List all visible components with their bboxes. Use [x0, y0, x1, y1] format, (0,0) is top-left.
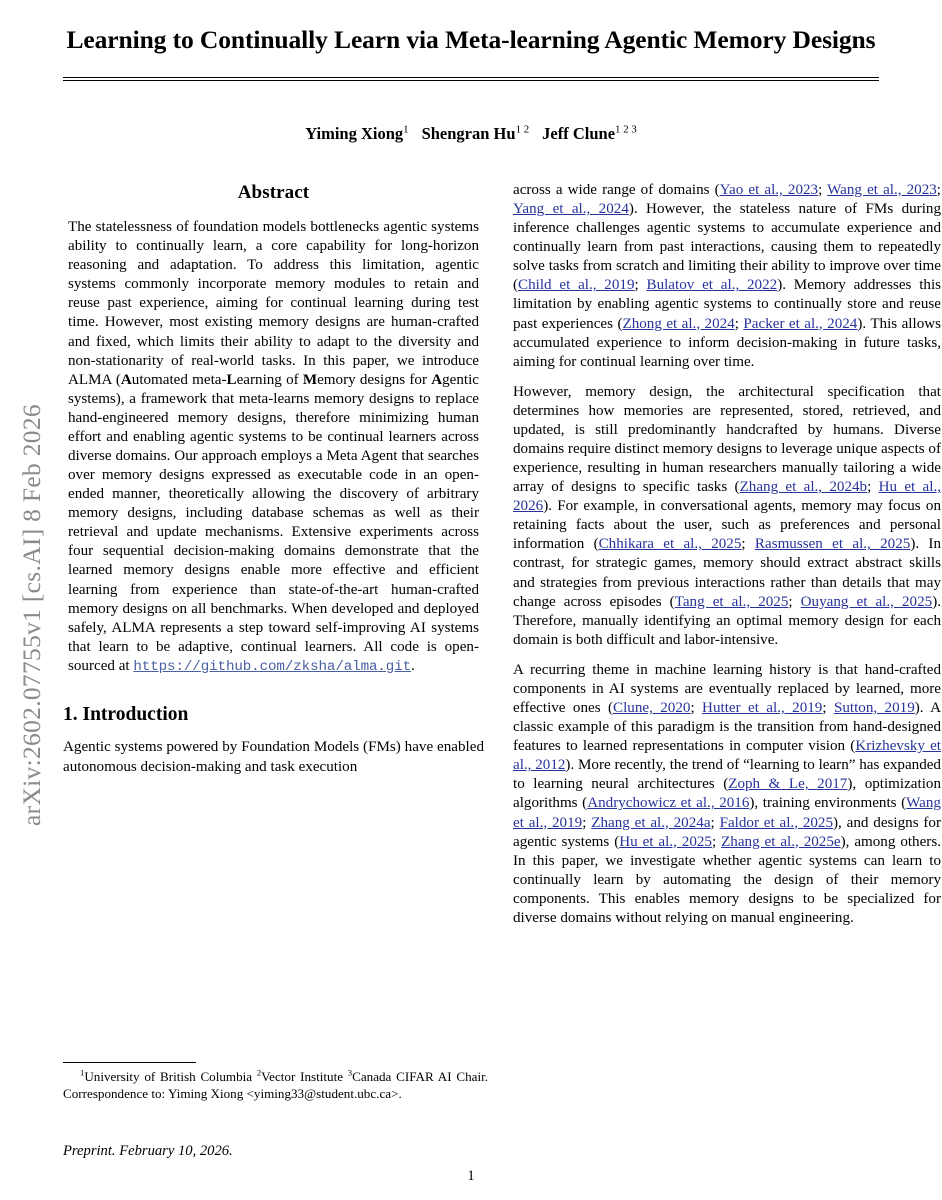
page-title: Learning to Continually Learn via Meta-learning Agentic Memory Designs: [66, 25, 876, 54]
intro-p3-text-f: ), and designs for agentic systems (: [513, 814, 942, 850]
author-affiliation-marker: 1 2 3: [615, 123, 637, 136]
footnote-block: [63, 1062, 488, 1102]
code-repository-link[interactable]: https://github.com/zksha/alma.git: [133, 658, 412, 675]
citation-link[interactable]: Zhang et al., 2025e: [721, 833, 841, 850]
author-affiliation-marker: 1: [403, 123, 409, 136]
affiliation-2: Vector Institute: [261, 1069, 348, 1084]
intro-p3-text-b: ). A classic example of this paradigm is the transition from hand-designed features to learned representations in computer vision (: [513, 700, 942, 755]
citation-link[interactable]: Packer et al., 2024: [743, 315, 858, 332]
citation-link[interactable]: Tang et al., 2025: [674, 593, 789, 610]
left-column: [63, 181, 484, 777]
intro-paragraph-2: However, memory design, the architectural specification that determines how memories are represented, stored, retrieved, and updated, is still predominantly handcrafted by humans. Diverse domains require distinct memory designs to leverage unique aspects of experience, resulting in human researchers manually tailoring a wide array of designs to specific tasks (Zhang et al., 2024b; Hu et al., 2026). For example, in conversational agents, memory may focus on retaining facts about the user, such as preferences and personal information (Chhikara et al., 2025; Rasmussen et al., 2025). In contrast, for strategic games, memory should extract abstract skills and strategies from previous interactions rather than details that may change across episodes (Tang et al., 2025; Ouyang et al., 2025). Therefore, manually identifying an optimal memory design for each domain is both difficult and labor-intensive.: [513, 383, 942, 648]
author-name: Shengran Hu: [421, 124, 516, 143]
citation-link[interactable]: Zhang et al., 2024a: [591, 814, 711, 831]
author-name: Jeff Clune: [542, 124, 616, 143]
author-list: [63, 124, 879, 144]
intro-p2-text-d: ). Therefore, manually identifying an optimal memory design for each domain is both difficult and labor-intensive.: [513, 593, 941, 648]
title-block: [63, 24, 879, 81]
citation-link[interactable]: Ouyang et al., 2025: [800, 593, 933, 610]
intro-p2-text-c: ). In contrast, for strategic games, memory should extract abstract skills and strategies from previous interactions rather than details that may change across episodes (: [513, 536, 942, 610]
intro-paragraph-3: A recurring theme in machine learning history is that hand-crafted components in AI systems are eventually replaced by learned, more effective ones (Clune, 2020; Hutter et al., 2019; Sutton, 2019). A classic example of this paradigm is the transition from hand-designed features to learned representations in computer vision (Krizhevsky et al., 2012). More recently, the trend of “learning to learn” has expanded to learning neural architectures (Zoph & Le, 2017), optimization algorithms (Andrychowicz et al., 2016), training environments (Wang et al., 2019; Zhang et al., 2024a; Faldor et al., 2025), and designs for agentic systems (Hu et al., 2025; Zhang et al., 2025e), among others. In this paper, we investigate whether agentic systems can learn to continually learn by automating the design of their memory components. This enables memory designs to be specialized for diverse domains without relying on manual engineering.: [513, 661, 942, 926]
affiliation-marker-3: 3: [347, 1067, 353, 1078]
citation-link[interactable]: Child et al., 2019: [518, 277, 635, 294]
citation-link[interactable]: Yang et al., 2024: [513, 201, 629, 218]
intro-p1-text-b: ). However, the stateless nature of FMs during inference challenges agentic systems to accumulate experience and continually learn from past interactions, causing them to repeatedly solve tasks from scratch and limiting their ability to improve over time (: [513, 201, 941, 294]
citation-link[interactable]: Hutter et al., 2019: [702, 700, 823, 717]
acronym-text-1: utomated meta-: [131, 371, 227, 388]
citation-link[interactable]: Bulatov et al., 2022: [646, 277, 778, 294]
acronym-letter-a2: A: [431, 371, 443, 388]
author-entry: [422, 124, 530, 143]
affiliation-marker-1: 1: [80, 1067, 85, 1078]
intro-p2-text-a: However, memory design, the architectural specification that determines how memories are represented, stored, retrieved, and updated, is still predominantly handcrafted by humans. Diverse domains require distinct memory designs to leverage unique aspects of experience, resulting in human researchers manually tailoring a wide array of designs to specific tasks (: [513, 383, 941, 496]
title-divider: [63, 77, 879, 81]
citation-link[interactable]: Rasmussen et al., 2025: [754, 536, 911, 553]
acronym-text-3: emory designs for: [317, 371, 432, 388]
acronym-letter-m: M: [302, 371, 318, 388]
intro-p1-text-a: across a wide range of domains (: [513, 182, 720, 198]
abstract-text-2: systems), a framework that meta-learns memory designs to replace hand-engineered memory designs, therefore minimizing human effort and enabling agentic systems to be continual learners across diverse domains. Our approach employs a Meta Agent that searches over memory designs expressed as executable code in an open-ended manner, theoretically allowing the discovery of arbitrary memory designs, including database schemas as well as their retrieval and update mechanisms. Extensive experiments across four sequential decision-making domains demonstrate that the learned memory designs enable more effective and efficient learning from experience than state-of-the-art human-crafted memory designs on all benchmarks. When developed and deployed safely, ALMA represents a step toward self-improving AI systems that learn to be adaptive, continual learners. All code is open-sourced at: [68, 390, 479, 674]
affiliation-marker-2: 2: [256, 1067, 262, 1078]
abstract-heading: Abstract: [237, 182, 310, 203]
author-affiliation-marker: 1 2: [515, 123, 530, 136]
intro-p3-text-d: ), optimization algorithms (: [513, 776, 941, 812]
intro-p3-text-a: A recurring theme in machine learning history is that hand-crafted components in AI systems are eventually replaced by learned, more effective ones (: [513, 661, 941, 717]
citation-link[interactable]: Wang et al., 2023: [827, 182, 937, 198]
author-name: Yiming Xiong: [305, 124, 404, 143]
footnote-text: [63, 1069, 488, 1102]
citation-link[interactable]: Hu et al., 2025: [619, 833, 712, 850]
intro-paragraph-1: across a wide range of domains (Yao et al., 2023; Wang et al., 2023; Yang et al., 2024). However, the stateless nature of FMs during inference challenges agentic systems to accumulate experience and continually learn from past interactions, causing them to repeatedly solve tasks from scratch and limiting their ability to improve over time (Child et al., 2019; Bulatov et al., 2022). Memory addresses this limitation by enabling agentic systems to continually store and reuse past experiences (Zhong et al., 2024; Packer et al., 2024). This allows accumulated experience to inform decision-making in future tasks, aiming for continual learning over time.: [513, 182, 942, 370]
acronym-text-4: gentic: [442, 371, 479, 388]
citation-link[interactable]: Hu et al., 2026: [513, 479, 941, 515]
citation-link[interactable]: Wang et al., 2019: [513, 795, 941, 831]
acronym-text-2: earning of: [236, 371, 303, 388]
citation-link[interactable]: Zoph & Le, 2017: [728, 776, 848, 793]
citation-link[interactable]: Zhong et al., 2024: [622, 315, 735, 332]
intro-p3-text-c: ). More recently, the trend of “learning to learn” has expanded to learning neural architectures (: [513, 757, 941, 793]
affiliation-1: University of British Columbia: [84, 1069, 257, 1084]
author-entry: [305, 124, 408, 143]
footnote-divider: [63, 1062, 196, 1063]
author-entry: [542, 124, 637, 143]
intro-p3-text-g: ), among others. In this paper, we investigate whether agentic systems can learn to continually learn by automating the design of their memory components. This enables memory designs to be specialized for diverse domains without relying on manual engineering.: [513, 833, 941, 926]
abstract-text-3: .: [411, 657, 415, 674]
intro-paragraph-1-left: [63, 738, 484, 776]
citation-link[interactable]: Andrychowicz et al., 2016: [587, 795, 750, 812]
citation-link[interactable]: Chhikara et al., 2025: [598, 536, 742, 553]
abstract-paragraph: [68, 218, 479, 677]
citation-link[interactable]: Krizhevsky et al., 2012: [513, 738, 941, 774]
intro-p1-text-d: ). This allows accumulated experience to inform decision-making in future tasks, aiming for continual learning over time.: [513, 315, 942, 370]
intro-p2-text-b: ). For example, in conversational agents, memory may focus on retaining facts about the user, such as preferences and personal information (: [513, 498, 941, 553]
acronym-letter-a1: A: [120, 371, 132, 388]
preprint-notice: Preprint. February 10, 2026.: [63, 1143, 233, 1159]
arxiv-stamp: arXiv:2602.07755v1 [cs.AI] 8 Feb 2026: [17, 404, 46, 826]
intro-p3-text-e: ), training environments (: [749, 795, 907, 812]
affiliation-3: Canada CIFAR AI Chair. Correspondence to: Yiming Xiong <yiming33@student.ubc.ca>.: [63, 1069, 488, 1101]
right-column: [513, 181, 941, 928]
intro-text-lead: Agentic systems powered by Foundation Models (FMs) have enabled autonomous decision-making and task execution: [63, 739, 484, 775]
acronym-letter-l: L: [226, 371, 237, 388]
citation-link[interactable]: Clune, 2020: [613, 700, 691, 717]
citation-link[interactable]: Faldor et al., 2025: [719, 814, 834, 831]
section-heading-introduction: 1. Introduction: [63, 703, 189, 725]
page-number: 1: [467, 1168, 475, 1184]
citation-link[interactable]: Sutton, 2019: [833, 700, 915, 717]
abstract-text-1: The statelessness of foundation models bottlenecks agentic systems ability to continually learn, a core capability for long-horizon reasoning and adaptation. To address this limitation, agentic systems commonly incorporate memory modules to retain and reuse past experience, aiming for continual learning during test time. However, most existing memory designs are human-crafted and fixed, which limits their ability to adapt to the diversity and non-stationarity of real-world tasks. In this paper, we introduce ALMA (: [68, 219, 479, 388]
abstract-body: [63, 218, 484, 677]
citation-link[interactable]: Zhang et al., 2024b: [739, 479, 868, 496]
citation-link[interactable]: Yao et al., 2023: [719, 182, 819, 198]
intro-p1-text-c: ). Memory addresses this limitation by enabling agentic systems to continually store and reuse past experiences (: [513, 277, 942, 332]
